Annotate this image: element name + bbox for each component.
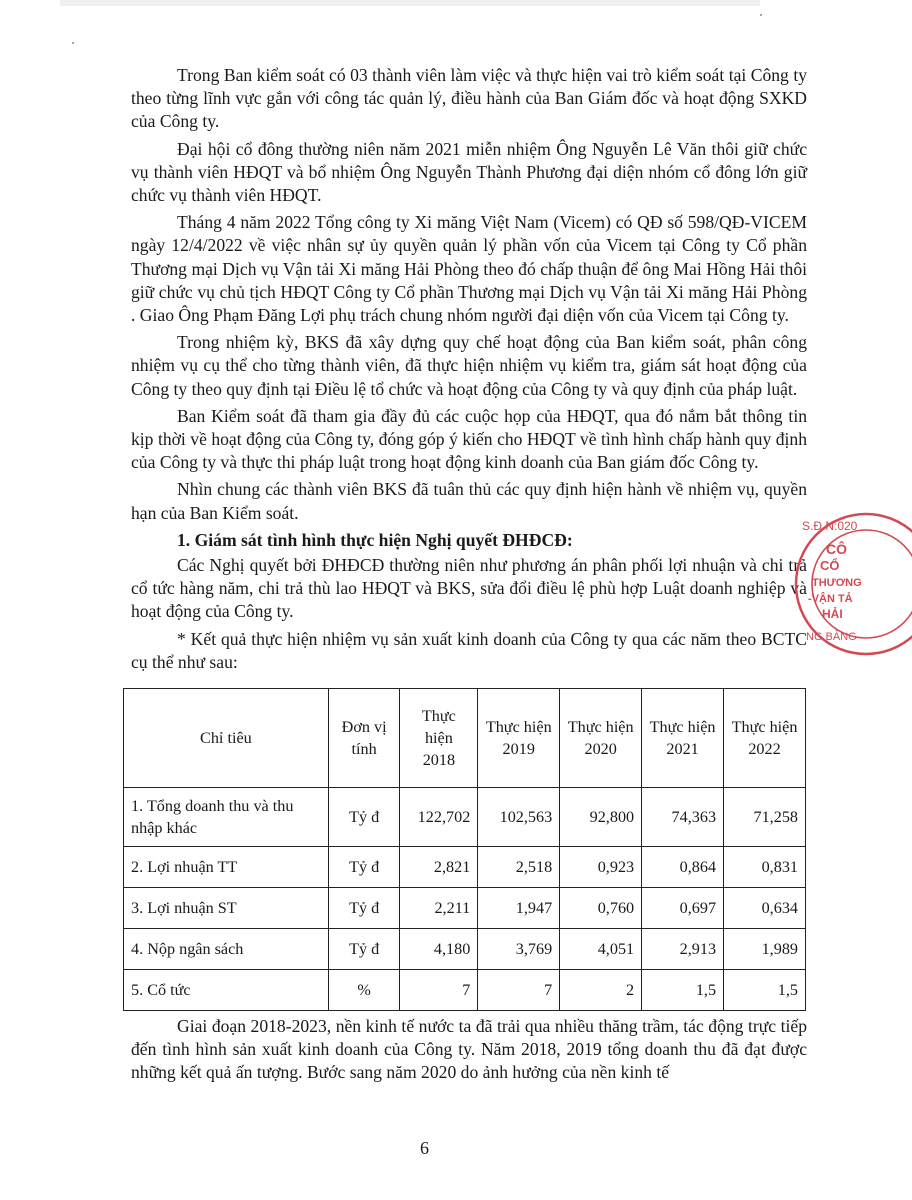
cell-2020: 0,760 [560,888,642,929]
paragraph: Nhìn chung các thành viên BKS đã tuân thủ các quy định hiện hành về nhiệm vụ, quyền hạn của Ban Kiểm soát. [131,479,807,523]
cell-indicator: 2. Lợi nhuận TT [124,847,329,888]
header-2018: Thực hiện 2018 [400,689,478,788]
paragraph: Các Nghị quyết bởi ĐHĐCĐ thường niên như phương án phân phối lợi nhuận và chi trả cổ tức hàng năm, chi trả thù lao HĐQT và BKS, sửa đổi điều lệ phù hợp Luật doanh nghiệp và hoạt động của Công ty. [131,555,807,622]
seal-line: NG BÀNG [806,631,857,643]
cell-2021: 0,864 [642,847,724,888]
paragraph: Đại hội cổ đông thường niên năm 2021 miễn nhiệm Ông Nguyễn Lê Văn thôi giữ chức vụ thành viên HĐQT và bổ nhiệm Ông Nguyễn Thành Phương đại diện nhóm cổ đông lớn giữ chức vụ thành viên HĐQT. [131,138,807,206]
header-2021: Thực hiện 2021 [642,689,724,788]
section-heading: 1. Giám sát tình hình thực hiện Nghị quyết ĐHĐCĐ: [177,529,573,550]
cell-2022: 71,258 [724,788,806,847]
page-content [131,64,807,1089]
header-indicator: Chỉ tiêu [124,689,329,788]
page-number: 6 [420,1138,429,1158]
cell-2021: 0,697 [642,888,724,929]
paragraph: Ban Kiểm soát đã tham gia đầy đủ các cuộc họp của HĐQT, qua đó nắm bắt thông tin kịp thời về hoạt động của Công ty, đóng góp ý kiến cho HĐQT về tình hình chấp hành quy định của Công ty và thực thi pháp luật trong hoạt động kinh doanh của Ban giám đốc Công ty. [131,405,807,473]
cell-unit: Tỷ đ [328,788,400,847]
cell-2021: 74,363 [642,788,724,847]
header-2019: Thực hiện 2019 [478,689,560,788]
header-unit: Đơn vị tính [328,689,400,788]
cell-2018: 2,211 [400,888,478,929]
header-2022: Thực hiện 2022 [724,689,806,788]
cell-2022: 1,989 [724,929,806,970]
company-seal [792,510,912,660]
cell-2018: 122,702 [400,788,478,847]
cell-unit: Tỷ đ [328,888,400,929]
paragraph: * Kết quả thực hiện nhiệm vụ sản xuất kinh doanh của Công ty qua các năm theo BCTC cụ thể như sau: [131,628,807,672]
cell-2022: 0,634 [724,888,806,929]
seal-line: CỔ [820,558,840,573]
cell-indicator: 1. Tổng doanh thu và thu nhập khác [124,788,329,847]
cell-2020: 0,923 [560,847,642,888]
cell-2020: 2 [560,970,642,1011]
scan-speck [72,42,74,44]
table-row [124,788,806,847]
table-header-row [124,689,806,788]
cell-2019: 3,769 [478,929,560,970]
paragraph: Giai đoạn 2018-2023, nền kinh tế nước ta đã trải qua nhiều thăng trầm, tác động trực tiếp đến tình hình sản xuất kinh doanh của Công ty. Năm 2018, 2019 tổng doanh thu đã đạt được những kết quả ấn tượng. Bước sang năm 2020 do ảnh hưởng của nền kinh tế [131,1016,807,1083]
paragraph: Trong nhiệm kỳ, BKS đã xây dựng quy chế hoạt động của Ban kiểm soát, phân công nhiệm vụ cụ thể cho từng thành viên, đã thực hiện nhiệm vụ kiểm tra, giám sát hoạt động của Công ty theo quy định tại Điều lệ tổ chức và hoạt động của Công ty và quy định của pháp luật. [131,332,807,399]
seal-line: HẢI [822,607,843,621]
results-table [123,688,806,1011]
cell-2020: 92,800 [560,788,642,847]
cell-unit: Tỷ đ [328,929,400,970]
table-row [124,888,806,929]
seal-line: -VẬN TẢ [808,593,853,605]
seal-line: THƯƠNG [812,577,862,589]
cell-2019: 2,518 [478,847,560,888]
cell-2021: 1,5 [642,970,724,1011]
paragraph: Tháng 4 năm 2022 Tổng công ty Xi măng Việt Nam (Vicem) có QĐ số 598/QĐ-VICEM ngày 12/4/2022 về việc nhân sự ủy quyền quản lý phần vốn của Vicem tại Công ty Cổ phần Thương mại Dịch vụ Vận tải Xi măng Hải Phòng theo đó chấp thuận để ông Mai Hồng Hải thôi giữ chức vụ chủ tịch HĐQT Công ty Cổ phần Thương mại Dịch vụ Vận tải Xi măng Hải Phòng . Giao Ông Phạm Đăng Lợi phụ trách chung nhóm người đại diện vốn của Vicem tại Công ty. [131,212,807,326]
table-row [124,929,806,970]
cell-indicator: 4. Nộp ngân sách [124,929,329,970]
cell-2022: 1,5 [724,970,806,1011]
scan-top-band [60,0,760,6]
cell-2019: 102,563 [478,788,560,847]
cell-unit: % [328,970,400,1011]
scan-speck [760,14,762,16]
cell-indicator: 5. Cổ tức [124,970,329,1011]
cell-2018: 2,821 [400,847,478,888]
paragraph: Trong Ban kiểm soát có 03 thành viên làm việc và thực hiện vai trò kiểm soát tại Công ty theo từng lĩnh vực gắn với công tác quản lý, điều hành của Ban Giám đốc và hoạt động SXKD của Công ty. [131,65,807,132]
cell-2019: 7 [478,970,560,1011]
table-row [124,847,806,888]
cell-2019: 1,947 [478,888,560,929]
cell-2022: 0,831 [724,847,806,888]
cell-2018: 4,180 [400,929,478,970]
cell-2021: 2,913 [642,929,724,970]
cell-unit: Tỷ đ [328,847,400,888]
seal-graphic [792,510,912,660]
cell-2020: 4,051 [560,929,642,970]
seal-ring-text: S.Đ.N:020 [802,519,858,533]
cell-2018: 7 [400,970,478,1011]
seal-line: CÔ [826,541,847,557]
cell-indicator: 3. Lợi nhuận ST [124,888,329,929]
table-row [124,970,806,1011]
header-2020: Thực hiện 2020 [560,689,642,788]
